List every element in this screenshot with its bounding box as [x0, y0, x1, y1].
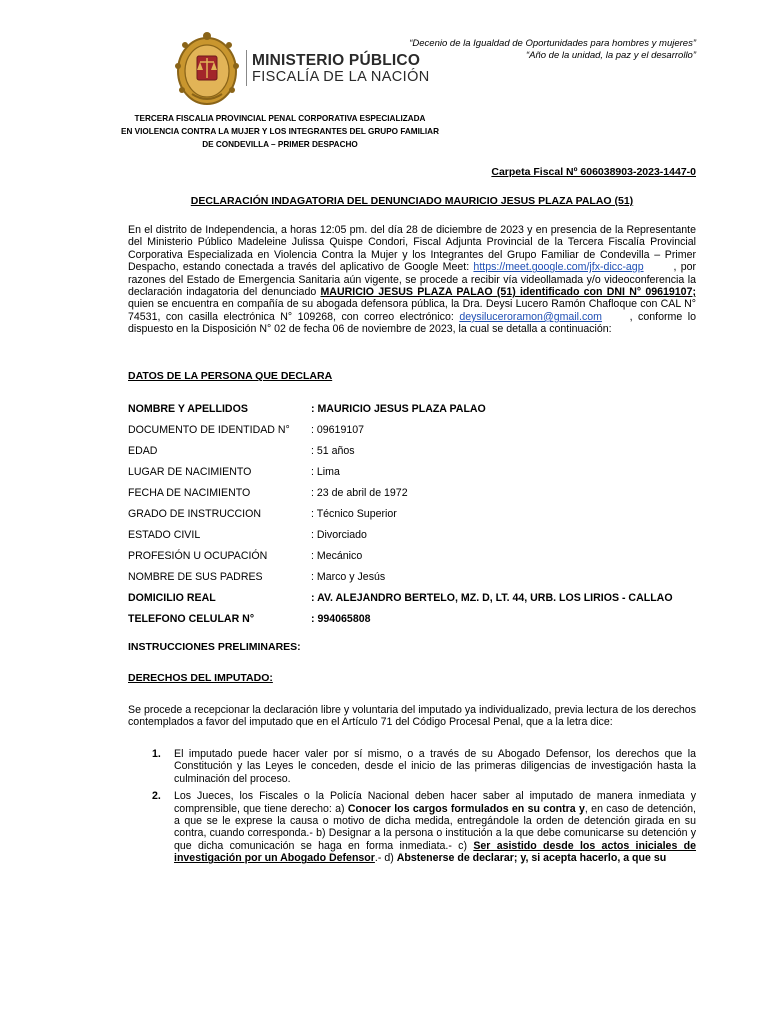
rights-list: [128, 748, 696, 870]
ministry-emblem-logo: [172, 30, 242, 108]
field-value: : 51 años: [311, 445, 355, 457]
list-bold-text: Conocer los cargos formulados en su contra y: [347, 802, 585, 815]
office-line: EN VIOLENCIA CONTRA LA MUJER Y LOS INTEGRANTES DEL GRUPO FAMILIAR: [121, 127, 439, 136]
field-label: DOMICILIO REAL: [128, 592, 216, 604]
list-text: El imputado puede hacer valer por sí mismo, o a través de su Abogado Defensor, los derechos que la Constitución y las Leyes le conceden, desde el inicio de las primeras diligencias de investigación hasta la culminación del proceso.: [174, 748, 696, 785]
case-file-number: Carpeta Fiscal Nº 606038903-2023-1447-0: [491, 166, 696, 178]
motto-line: “Decenio de la Igualdad de Oportunidades para hombres y mujeres”: [409, 38, 696, 49]
field-row: [128, 571, 728, 585]
field-label: LUGAR DE NACIMIENTO: [128, 466, 252, 478]
field-row: [128, 445, 728, 459]
list-bold-text: Abstenerse de declarar; y, si acepta hacerlo, a que su: [396, 852, 667, 865]
derechos-intro-paragraph: Se procede a recepcionar la declaración libre y voluntaria del imputado ya individualizado, previa lectura de los derechos contemplados a favor del imputado que en el Artículo 71 del Código Procesal Penal, que a la letra dice:: [128, 704, 696, 729]
field-label: ESTADO CIVIL: [128, 529, 201, 541]
field-row: [128, 550, 728, 564]
field-row: [128, 466, 728, 480]
field-value: : AV. ALEJANDRO BERTELO, MZ. D, LT. 44, URB. LOS LIRIOS - CALLAO: [311, 592, 673, 604]
intro-text: En el distrito de Independencia, a horas 12:05 pm. del día 28 de diciembre de 2023 y en presencia de la Representante del Ministerio Público Madeleine Julissa Quispe Condori, Fiscal Adjunta Provincial de la Tercera Fiscalía Provincial Corporativa Especializada en Violencia Contra la Mujer y los Integrantes del Grupo Familiar de Condevilla – Primer Despacho, estando conectada a través del aplicativo de Google Meet:: [128, 224, 696, 274]
meet-link[interactable]: https://meet.google.com/jfx-dicc-agp: [473, 261, 644, 274]
office-line: TERCERA FISCALIA PROVINCIAL PENAL CORPORATIVA ESPECIALIZADA: [134, 114, 426, 123]
field-value: : Lima: [311, 466, 340, 478]
field-row: [128, 487, 728, 501]
section-heading-derechos: DERECHOS DEL IMPUTADO:: [128, 672, 273, 684]
field-label: NOMBRE Y APELLIDOS: [128, 403, 248, 415]
field-row: [128, 613, 728, 627]
field-value: : 09619107: [311, 424, 365, 436]
list-number: 2.: [152, 790, 161, 803]
motto-line: “Año de la unidad, la paz y el desarrollo”: [525, 50, 696, 61]
field-label: NOMBRE DE SUS PADRES: [128, 571, 263, 583]
field-label: PROFESIÓN U OCUPACIÓN: [128, 550, 268, 562]
list-text: .- d): [374, 852, 394, 865]
intro-text: quien se encuentra en compañía de su abogada defensora pública, la Dra. Deysi Lucero Ramón Chafloque con CAL N° 74531, con casilla electrónica N° 109268, con correo electrónico:: [128, 298, 696, 323]
field-value: : Marco y Jesús: [311, 571, 386, 583]
section-heading-instrucciones: INSTRUCCIONES PRELIMINARES:: [128, 641, 301, 653]
list-text: , en caso de detención, a que se le exprese la causa o motivo de dicha medida, entregándole la orden de detención girada en su contra, cuando corresponda.- b) Designar a la persona o institución a la que debe comunicarse su detención y que dicha comunicación se haga en forma inmediata.- c): [174, 802, 696, 852]
field-value: : 994065808: [311, 613, 371, 625]
field-label: FECHA DE NACIMIENTO: [128, 487, 251, 499]
field-label: DOCUMENTO DE IDENTIDAD N°: [128, 424, 290, 436]
field-row: [128, 529, 728, 543]
ministry-subtitle: FISCALÍA DE LA NACIÓN: [252, 69, 430, 85]
field-row: [128, 403, 728, 417]
field-label: EDAD: [128, 445, 158, 457]
list-number: 1.: [152, 748, 161, 760]
intro-text: , conforme lo dispuesto en la Disposición N° 02 de fecha 06 de noviembre de 2023, la cual se detalla a continuación:: [128, 310, 696, 336]
logo-divider: [246, 50, 247, 86]
document-title: DECLARACIÓN INDAGATORIA DEL DENUNCIADO MAURICIO JESUS PLAZA PALAO (51): [190, 195, 634, 207]
field-value: : 23 de abril de 1972: [311, 487, 408, 499]
field-value: : Divorciado: [311, 529, 367, 541]
field-label: GRADO DE INSTRUCCION: [128, 508, 262, 520]
field-label: TELEFONO CELULAR N°: [128, 613, 255, 625]
list-item: [128, 748, 696, 785]
ministry-title: MINISTERIO PÚBLICO: [252, 52, 421, 69]
motto-block: [409, 38, 696, 62]
defendant-identification: MAURICIO JESUS PLAZA PALAO (51) identificado con DNI N° 09619107;: [320, 286, 696, 299]
list-text: Los Jueces, los Fiscales o la Policía Nacional deben hacer saber al imputado de manera inmediata y comprensible, que tiene derecho: a): [174, 790, 696, 815]
list-item: [128, 790, 696, 864]
field-value: : Técnico Superior: [311, 508, 397, 520]
field-value: : Mecánico: [311, 550, 363, 562]
field-row: [128, 592, 728, 606]
intro-paragraph: [128, 224, 696, 336]
field-row: [128, 424, 728, 438]
section-heading-datos: DATOS DE LA PERSONA QUE DECLARA: [128, 370, 333, 382]
email-link[interactable]: deysiluceroramon@gmail.com: [459, 310, 602, 323]
list-bold-underlined-text: Ser asistido desde los actos iniciales de investigación por un Abogado Defensor: [174, 839, 697, 865]
office-line: DE CONDEVILLA – PRIMER DESPACHO: [202, 140, 358, 149]
office-name-block: [120, 112, 440, 151]
field-row: [128, 508, 728, 522]
intro-text: , por razones del Estado de Emergencia Sanitaria aún vigente, se procede a recibir vía videollamada y/o videoconferencia la declaración indagatoria del denunciado: [128, 261, 697, 299]
field-value: : MAURICIO JESUS PLAZA PALAO: [311, 403, 486, 415]
